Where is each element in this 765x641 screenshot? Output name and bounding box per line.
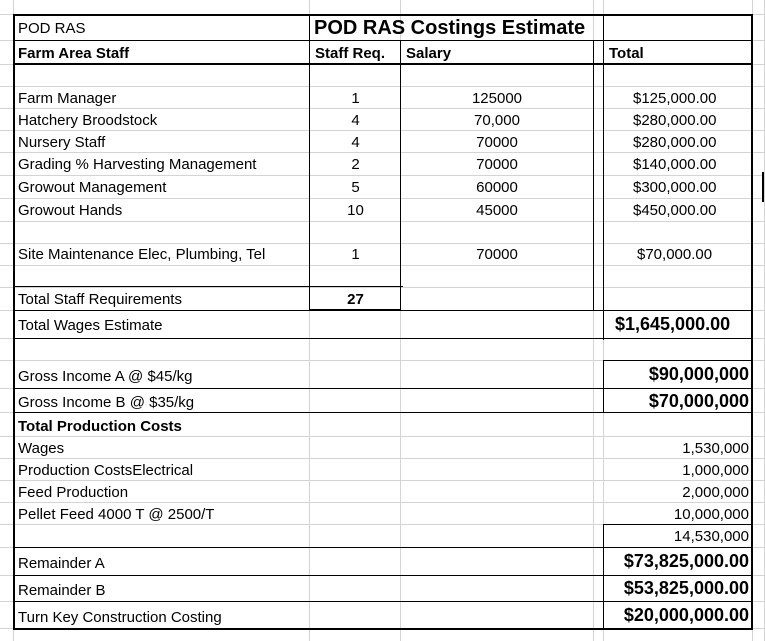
border xyxy=(13,63,753,65)
staff-salary: 70,000 xyxy=(474,112,520,129)
maintenance-role: Site Maintenance Elec, Plumbing, Tel xyxy=(18,246,266,263)
result-value: $20,000,000.00 xyxy=(623,605,749,625)
border xyxy=(13,310,753,311)
gridline-h xyxy=(0,458,765,459)
income-a-value: $90,000,000 xyxy=(648,364,749,384)
col-header-salary: Salary xyxy=(406,45,452,62)
staff-total: $300,000.00 xyxy=(633,179,717,196)
gridline-h xyxy=(0,221,765,222)
total-wages-value: $1,645,000.00 xyxy=(615,314,731,334)
income-b-label: Gross Income B @ $35/kg xyxy=(18,394,195,411)
income-a-label: Gross Income A @ $45/kg xyxy=(18,368,193,385)
total-staff-label: Total Staff Requirements xyxy=(18,291,182,308)
production-item-value: 1,530,000 xyxy=(682,440,749,457)
staff-role: Hatchery Broodstock xyxy=(18,112,158,129)
staff-role: Nursery Staff xyxy=(18,134,106,151)
border xyxy=(13,388,753,389)
result-label: Turn Key Construction Costing xyxy=(18,609,222,626)
production-item-label: Feed Production xyxy=(18,484,129,501)
staff-count: 10 xyxy=(347,202,364,219)
border xyxy=(603,360,753,361)
col-header-staff: Staff Req. xyxy=(315,45,386,62)
border xyxy=(13,14,15,630)
total-wages-label: Total Wages Estimate xyxy=(18,317,163,334)
production-heading: Total Production Costs xyxy=(18,418,182,435)
production-item-label: Production CostsElectrical xyxy=(18,462,194,479)
gridline-h xyxy=(0,480,765,481)
maintenance-count: 1 xyxy=(351,246,360,263)
staff-total: $450,000.00 xyxy=(633,202,717,219)
result-label: Remainder B xyxy=(18,582,106,599)
gridline-h xyxy=(0,198,765,199)
border xyxy=(751,14,753,630)
result-value: $73,825,000.00 xyxy=(623,551,749,571)
gridline-h xyxy=(0,436,765,437)
production-item-value: 1,000,000 xyxy=(682,462,749,479)
gridline-h xyxy=(0,502,765,503)
gridline-h xyxy=(0,175,765,176)
border xyxy=(593,40,594,310)
maintenance-total: $70,000.00 xyxy=(637,246,713,263)
gridline-h xyxy=(0,108,765,109)
staff-role: Growout Management xyxy=(18,179,167,196)
staff-total: $280,000.00 xyxy=(633,134,717,151)
gridline-h xyxy=(0,86,765,87)
staff-total: $140,000.00 xyxy=(633,156,717,173)
staff-total: $280,000.00 xyxy=(633,112,717,129)
border xyxy=(13,575,753,576)
staff-salary: 60000 xyxy=(476,179,518,196)
production-item-value: 10,000,000 xyxy=(673,506,749,523)
border xyxy=(13,40,753,41)
maintenance-salary: 70000 xyxy=(476,246,518,263)
staff-count: 4 xyxy=(351,112,360,129)
col-header-total: Total xyxy=(609,45,644,62)
staff-role: Growout Hands xyxy=(18,202,123,219)
border xyxy=(13,412,753,413)
staff-count: 2 xyxy=(351,156,360,173)
total-staff-value: 27 xyxy=(347,291,364,308)
staff-salary: 70000 xyxy=(476,156,518,173)
gridline-h xyxy=(0,130,765,131)
gridline-h xyxy=(0,152,765,153)
production-item-value: 2,000,000 xyxy=(682,484,749,501)
staff-salary: 70000 xyxy=(476,134,518,151)
border xyxy=(13,14,753,16)
gridline-h xyxy=(0,265,765,266)
staff-count: 5 xyxy=(351,179,360,196)
border xyxy=(400,40,401,310)
production-item-label: Wages xyxy=(18,440,65,457)
result-label: Remainder A xyxy=(18,555,105,572)
border xyxy=(13,547,753,548)
income-b-value: $70,000,000 xyxy=(648,391,749,411)
border xyxy=(13,338,753,339)
result-value: $53,825,000.00 xyxy=(623,578,749,598)
staff-count: 4 xyxy=(351,134,360,151)
production-item-label: Pellet Feed 4000 T @ 2500/T xyxy=(18,506,215,523)
sheet-name: POD RAS xyxy=(18,20,86,37)
border xyxy=(762,172,764,202)
section-label: Farm Area Staff xyxy=(18,45,130,62)
staff-salary: 45000 xyxy=(476,202,518,219)
border xyxy=(603,524,753,525)
production-sum: 14,530,000 xyxy=(673,528,749,545)
page-title: POD RAS Costings Estimate xyxy=(314,17,586,39)
border xyxy=(13,601,753,602)
staff-count: 1 xyxy=(351,90,360,107)
gridline-h xyxy=(0,287,765,288)
staff-total: $125,000.00 xyxy=(633,90,717,107)
staff-role: Grading % Harvesting Management xyxy=(18,156,257,173)
border xyxy=(13,286,403,287)
staff-role: Farm Manager xyxy=(18,90,117,107)
border xyxy=(13,628,753,630)
staff-salary: 125000 xyxy=(471,90,523,107)
gridline-h xyxy=(0,243,765,244)
